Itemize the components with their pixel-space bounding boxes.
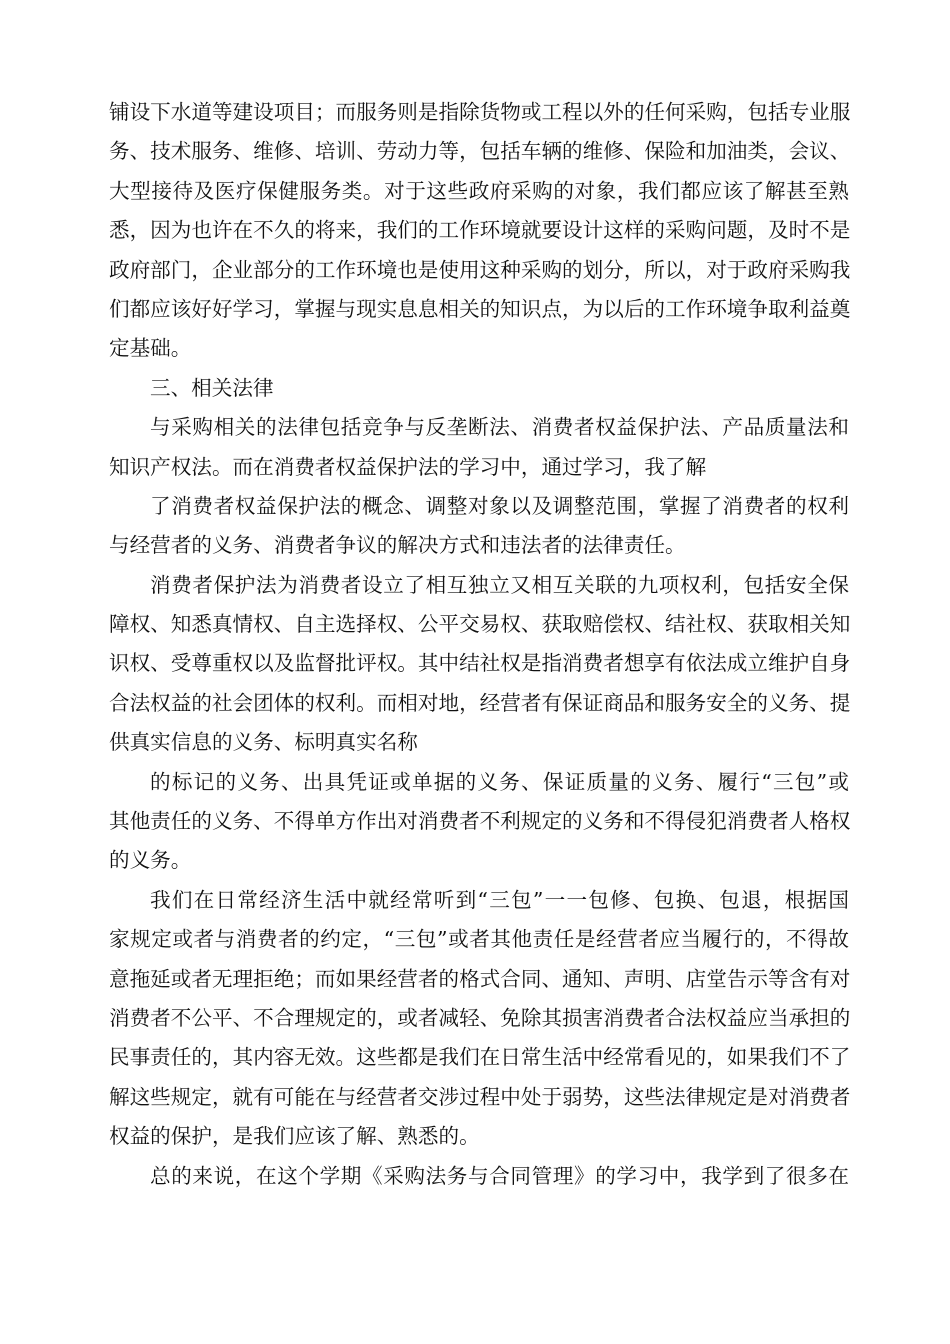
- text-line: 权益的保护，是我们应该了解、熟悉的。: [109, 1124, 480, 1149]
- text-line: 三、相关法律: [150, 375, 274, 400]
- text-line: 其他责任的义务、不得单方作出对消费者不利规定的义务和不得侵犯消费者人格权: [109, 809, 851, 834]
- text-line: 们都应该好好学习，掌握与现实息息相关的知识点，为以后的工作环境争取利益奠: [109, 296, 851, 321]
- text-line: 我们在日常经济生活中就经常听到“三包”一一包修、包换、包退，根据国: [150, 887, 849, 912]
- paragraph: [109, 881, 849, 1157]
- text-line: 解这些规定，就有可能在与经营者交涉过程中处于弱势，这些法律规定是对消费者: [109, 1084, 851, 1109]
- text-line: 大型接待及医疗保健服务类。对于这些政府采购的对象，我们都应该了解甚至熟: [109, 178, 849, 203]
- section-heading: [109, 369, 849, 408]
- text-line: 消费者不公平、不合理规定的，或者减轻、免除其损害消费者合法权益应当承担的: [109, 1005, 851, 1030]
- text-line: 与采购相关的法律包括竞争与反垄断法、消费者权益保护法、产品质量法和: [150, 415, 849, 440]
- text-line: 总的来说，在这个学期《采购法务与合同管理》的学习中，我学到了很多在: [150, 1163, 849, 1188]
- paragraph: [109, 408, 849, 487]
- text-line: 消费者保护法为消费者设立了相互独立又相互关联的九项权利，包括安全保: [150, 572, 849, 597]
- text-line: 了消费者权益保护法的概念、调整对象以及调整范围，掌握了消费者的权利: [150, 493, 849, 518]
- text-line: 悉，因为也许在不久的将来，我们的工作环境就要设计这样的采购问题，及时不是: [109, 218, 851, 243]
- paragraph: [109, 487, 849, 566]
- text-line: 识权、受尊重权以及监督批评权。其中结社权是指消费者想享有依法成立维护自身: [109, 651, 851, 676]
- text-line: 的标记的义务、出具凭证或单据的义务、保证质量的义务、履行“三包”或: [150, 769, 849, 794]
- body-text: [109, 93, 849, 1196]
- text-line: 意拖延或者无理拒绝；而如果经营者的格式合同、通知、声明、店堂告示等含有对: [109, 966, 851, 991]
- text-line: 的义务。: [109, 848, 192, 873]
- paragraph: [109, 93, 849, 369]
- text-line: 家规定或者与消费者的约定，“三包”或者其他责任是经营者应当履行的，不得故: [109, 927, 849, 952]
- text-line: 供真实信息的义务、标明真实名称: [109, 730, 418, 755]
- text-line: 务、技术服务、维修、培训、劳动力等，包括车辆的维修、保险和加油类，会议、: [109, 139, 851, 164]
- text-line: 合法权益的社会团体的权利。而相对地，经营者有保证商品和服务安全的义务、提: [109, 690, 851, 715]
- text-line: 铺设下水道等建设项目；而服务则是指除货物或工程以外的任何采购，包括专业服: [109, 100, 851, 124]
- text-line: 定基础。: [109, 336, 192, 361]
- paragraph: [109, 566, 849, 763]
- text-line: 与经营者的义务、消费者争议的解决方式和违法者的法律责任。: [109, 533, 686, 558]
- text-line: 障权、知悉真情权、自主选择权、公平交易权、获取赔偿权、结社权、获取相关知: [109, 612, 851, 637]
- text-line: 知识产权法。而在消费者权益保护法的学习中，通过学习，我了解: [109, 454, 707, 479]
- text-line: 政府部门，企业部分的工作环境也是使用这种采购的划分，所以，对于政府采购我: [109, 257, 851, 282]
- paragraph: [109, 1157, 849, 1196]
- paragraph: [109, 763, 849, 881]
- text-line: 民事责任的，其内容无效。这些都是我们在日常生活中经常看见的，如果我们不了: [109, 1045, 851, 1070]
